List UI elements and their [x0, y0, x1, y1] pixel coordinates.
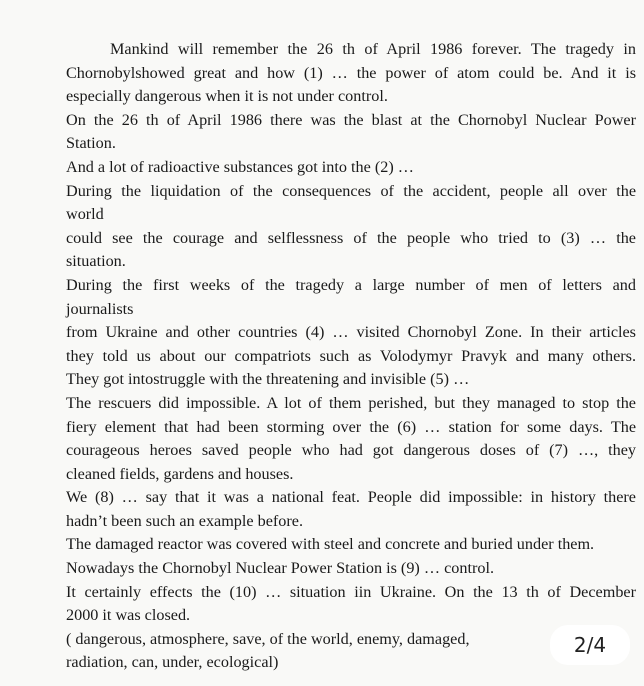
text-line: On the 26 th of April 1986 there was the blast at the Chornobyl Nuclear Power [66, 110, 636, 129]
text-line: Chornobylshowed great and how (1) … the power of atom could be. And it is [66, 63, 636, 82]
word-bank-line: radiation, can, under, ecological) [66, 653, 279, 672]
text-line: During the liquidation of the consequences of the accident, people all over the [66, 181, 636, 200]
text-line: The rescuers did impossible. A lot of them perished, but they managed to stop the [66, 393, 636, 412]
text-line: could see the courage and selflessness of the people who tried to (3) … the [66, 228, 636, 247]
text-line: hadn’t been such an example before. [66, 511, 304, 530]
text-line: world [66, 205, 104, 224]
page-indicator: 2/4 [550, 625, 630, 665]
text-line: It certainly effects the (10) … situation iin Ukraine. On the 13 th of December [66, 582, 636, 601]
document-body [66, 38, 636, 675]
text-line: journalists [66, 299, 134, 318]
text-line: cleaned fields, gardens and houses. [66, 464, 294, 483]
text-line: They got intostruggle with the threatening and invisible (5) … [66, 370, 470, 389]
word-bank-line: ( dangerous, atmosphere, save, of the world, enemy, damaged, [66, 629, 470, 648]
text-line: situation. [66, 252, 126, 271]
text-line: 2000 it was closed. [66, 606, 191, 625]
text-line: from Ukraine and other countries (4) … visited Chornobyl Zone. In their articles [66, 323, 636, 342]
text-line: especially dangerous when it is not under control. [66, 87, 388, 106]
text-line: they told us about our compatriots such as Volodymyr Pravyk and many others. [66, 346, 636, 365]
text-line: Station. [66, 134, 116, 153]
text-line: We (8) … say that it was a national feat. People did impossible: in history there [66, 488, 636, 507]
text-line: And a lot of radioactive substances got into the (2) … [66, 157, 414, 176]
text-line: Mankind will remember the 26 th of April 1986 forever. The tragedy in [110, 40, 636, 58]
text-line: fiery element that had been storming over the (6) … station for some days. The [66, 417, 636, 436]
text-line: The damaged reactor was covered with steel and concrete and buried under them. [66, 535, 595, 554]
text-line: During the first weeks of the tragedy a large number of men of letters and [66, 275, 636, 294]
text-line: Nowadays the Chornobyl Nuclear Power Station is (9) … control. [66, 559, 494, 578]
text-line: courageous heroes saved people who had got dangerous doses of (7) …, they [66, 441, 636, 460]
